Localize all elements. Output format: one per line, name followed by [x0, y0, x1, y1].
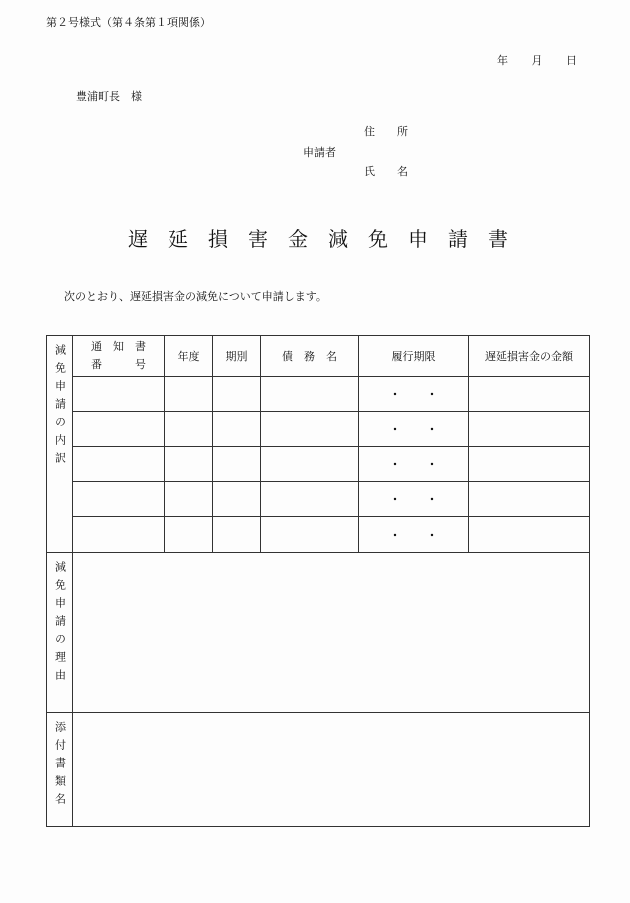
- period-cell[interactable]: [213, 517, 261, 553]
- period-cell[interactable]: [213, 377, 261, 412]
- debt-name-cell[interactable]: [261, 377, 359, 412]
- breakdown-section-label: 減免申請の内訳: [47, 336, 73, 553]
- applicant-label: 申請者: [303, 146, 336, 159]
- amount-cell[interactable]: [469, 412, 590, 447]
- deadline-cell[interactable]: [359, 377, 469, 412]
- notice-number-cell[interactable]: [73, 517, 165, 553]
- notice-number-cell[interactable]: [73, 482, 165, 517]
- col-notice-number: 通 知 書 番 号: [73, 336, 165, 377]
- deadline-cell[interactable]: [359, 412, 469, 447]
- attachments-section-label: 添付書類名: [47, 713, 73, 827]
- amount-cell[interactable]: [469, 482, 590, 517]
- amount-cell[interactable]: [469, 517, 590, 553]
- debt-name-cell[interactable]: [261, 447, 359, 482]
- notice-number-cell[interactable]: [73, 377, 165, 412]
- deadline-dot: ・: [426, 388, 438, 401]
- col-period: 期別: [213, 336, 261, 377]
- deadline-dot: ・: [389, 388, 401, 401]
- deadline-cell[interactable]: [359, 447, 469, 482]
- debt-name-cell[interactable]: [261, 482, 359, 517]
- period-cell[interactable]: [213, 482, 261, 517]
- table-row: [47, 412, 590, 447]
- page-title: 遅延損害金減免申請書: [128, 227, 528, 251]
- fiscal-year-cell[interactable]: [165, 517, 213, 553]
- attachments-field[interactable]: [73, 713, 590, 827]
- amount-cell[interactable]: [469, 447, 590, 482]
- date-year-label: 年: [497, 54, 508, 67]
- reason-field[interactable]: [73, 553, 590, 713]
- deadline-cell[interactable]: [359, 517, 469, 553]
- deadline-dot: ・: [389, 423, 401, 436]
- deadline-dot: ・: [426, 528, 438, 542]
- deadline-dot: ・: [426, 423, 438, 436]
- table-header-row: [47, 336, 590, 377]
- form-number: 第２号様式（第４条第１項関係）: [46, 16, 211, 29]
- address-label: 住所: [364, 125, 430, 138]
- fiscal-year-cell[interactable]: [165, 412, 213, 447]
- deadline-dot: ・: [426, 493, 438, 506]
- table-row: [47, 482, 590, 517]
- reason-row: [47, 553, 590, 713]
- date-line: [497, 52, 577, 68]
- period-cell[interactable]: [213, 412, 261, 447]
- attachments-row: [47, 713, 590, 827]
- notice-number-cell[interactable]: [73, 447, 165, 482]
- name-label: 氏名: [364, 165, 430, 178]
- deadline-dot: ・: [389, 528, 401, 542]
- table-row: [47, 377, 590, 412]
- period-cell[interactable]: [213, 447, 261, 482]
- date-day-label: 日: [566, 54, 577, 67]
- fiscal-year-cell[interactable]: [165, 377, 213, 412]
- date-month-label: 月: [531, 54, 543, 67]
- deadline-dot: ・: [389, 493, 401, 506]
- table-row: [47, 447, 590, 482]
- col-fiscal-year: 年度: [165, 336, 213, 377]
- col-performance-deadline: 履行期限: [359, 336, 469, 377]
- recipient: 豊浦町長 様: [76, 90, 142, 103]
- reason-section-label: 減免申請の理由: [47, 553, 73, 713]
- deadline-dot: ・: [426, 458, 438, 471]
- application-table: [46, 335, 590, 827]
- amount-cell[interactable]: [469, 377, 590, 412]
- deadline-dot: ・: [389, 458, 401, 471]
- debt-name-cell[interactable]: [261, 517, 359, 553]
- col-debt-name: 債 務 名: [261, 336, 359, 377]
- intro-text: 次のとおり、遅延損害金の減免について申請します。: [64, 290, 327, 303]
- debt-name-cell[interactable]: [261, 412, 359, 447]
- deadline-cell[interactable]: [359, 482, 469, 517]
- table-row: [47, 517, 590, 553]
- notice-number-cell[interactable]: [73, 412, 165, 447]
- fiscal-year-cell[interactable]: [165, 482, 213, 517]
- col-late-fee-amount: 遅延損害金の金額: [469, 336, 590, 377]
- fiscal-year-cell[interactable]: [165, 447, 213, 482]
